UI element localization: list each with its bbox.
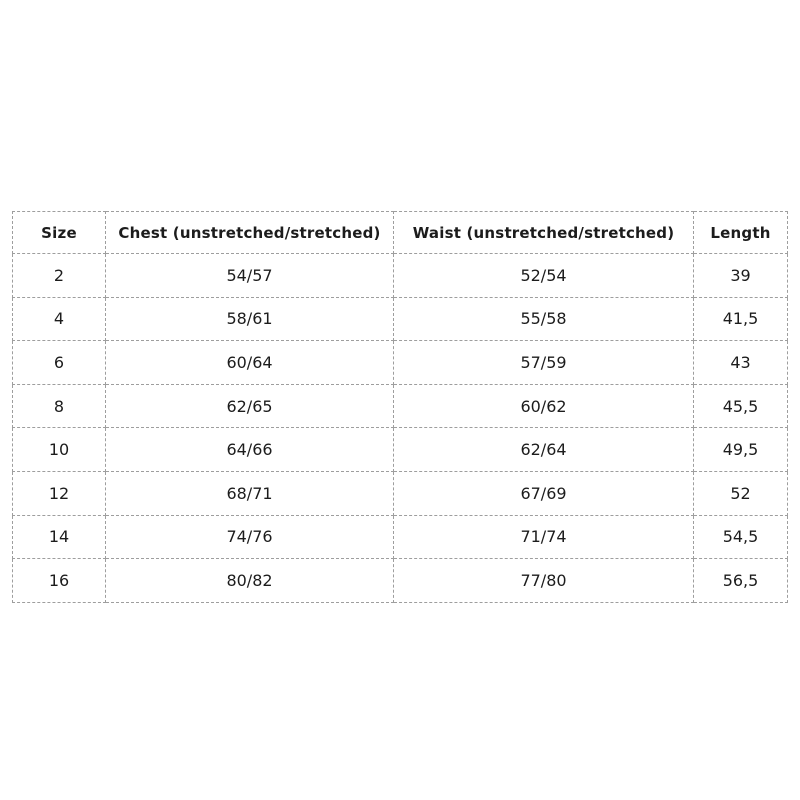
table-row [13,559,788,603]
cell-length: 54,5 [694,515,788,559]
cell-size: 2 [13,254,106,298]
table-row [13,515,788,559]
cell-chest: 54/57 [106,254,394,298]
cell-chest: 60/64 [106,341,394,385]
size-chart-table [12,211,788,603]
table-row [13,384,788,428]
column-header-size: Size [13,212,106,254]
cell-chest: 58/61 [106,297,394,341]
cell-size: 14 [13,515,106,559]
cell-size: 8 [13,384,106,428]
cell-length: 39 [694,254,788,298]
cell-size: 6 [13,341,106,385]
cell-chest: 64/66 [106,428,394,472]
cell-length: 56,5 [694,559,788,603]
column-header-length: Length [694,212,788,254]
cell-chest: 68/71 [106,471,394,515]
cell-chest: 62/65 [106,384,394,428]
cell-size: 4 [13,297,106,341]
cell-size: 16 [13,559,106,603]
column-header-chest: Chest (unstretched/stretched) [106,212,394,254]
cell-length: 49,5 [694,428,788,472]
cell-waist: 77/80 [394,559,694,603]
cell-waist: 60/62 [394,384,694,428]
cell-chest: 74/76 [106,515,394,559]
table-row [13,254,788,298]
cell-waist: 55/58 [394,297,694,341]
table-row [13,428,788,472]
cell-waist: 71/74 [394,515,694,559]
cell-waist: 62/64 [394,428,694,472]
cell-length: 43 [694,341,788,385]
cell-waist: 57/59 [394,341,694,385]
cell-waist: 67/69 [394,471,694,515]
table-row [13,341,788,385]
cell-length: 52 [694,471,788,515]
table-row [13,297,788,341]
cell-length: 45,5 [694,384,788,428]
cell-chest: 80/82 [106,559,394,603]
cell-waist: 52/54 [394,254,694,298]
cell-size: 10 [13,428,106,472]
table-row [13,471,788,515]
header-row [13,212,788,254]
cell-length: 41,5 [694,297,788,341]
column-header-waist: Waist (unstretched/stretched) [394,212,694,254]
cell-size: 12 [13,471,106,515]
